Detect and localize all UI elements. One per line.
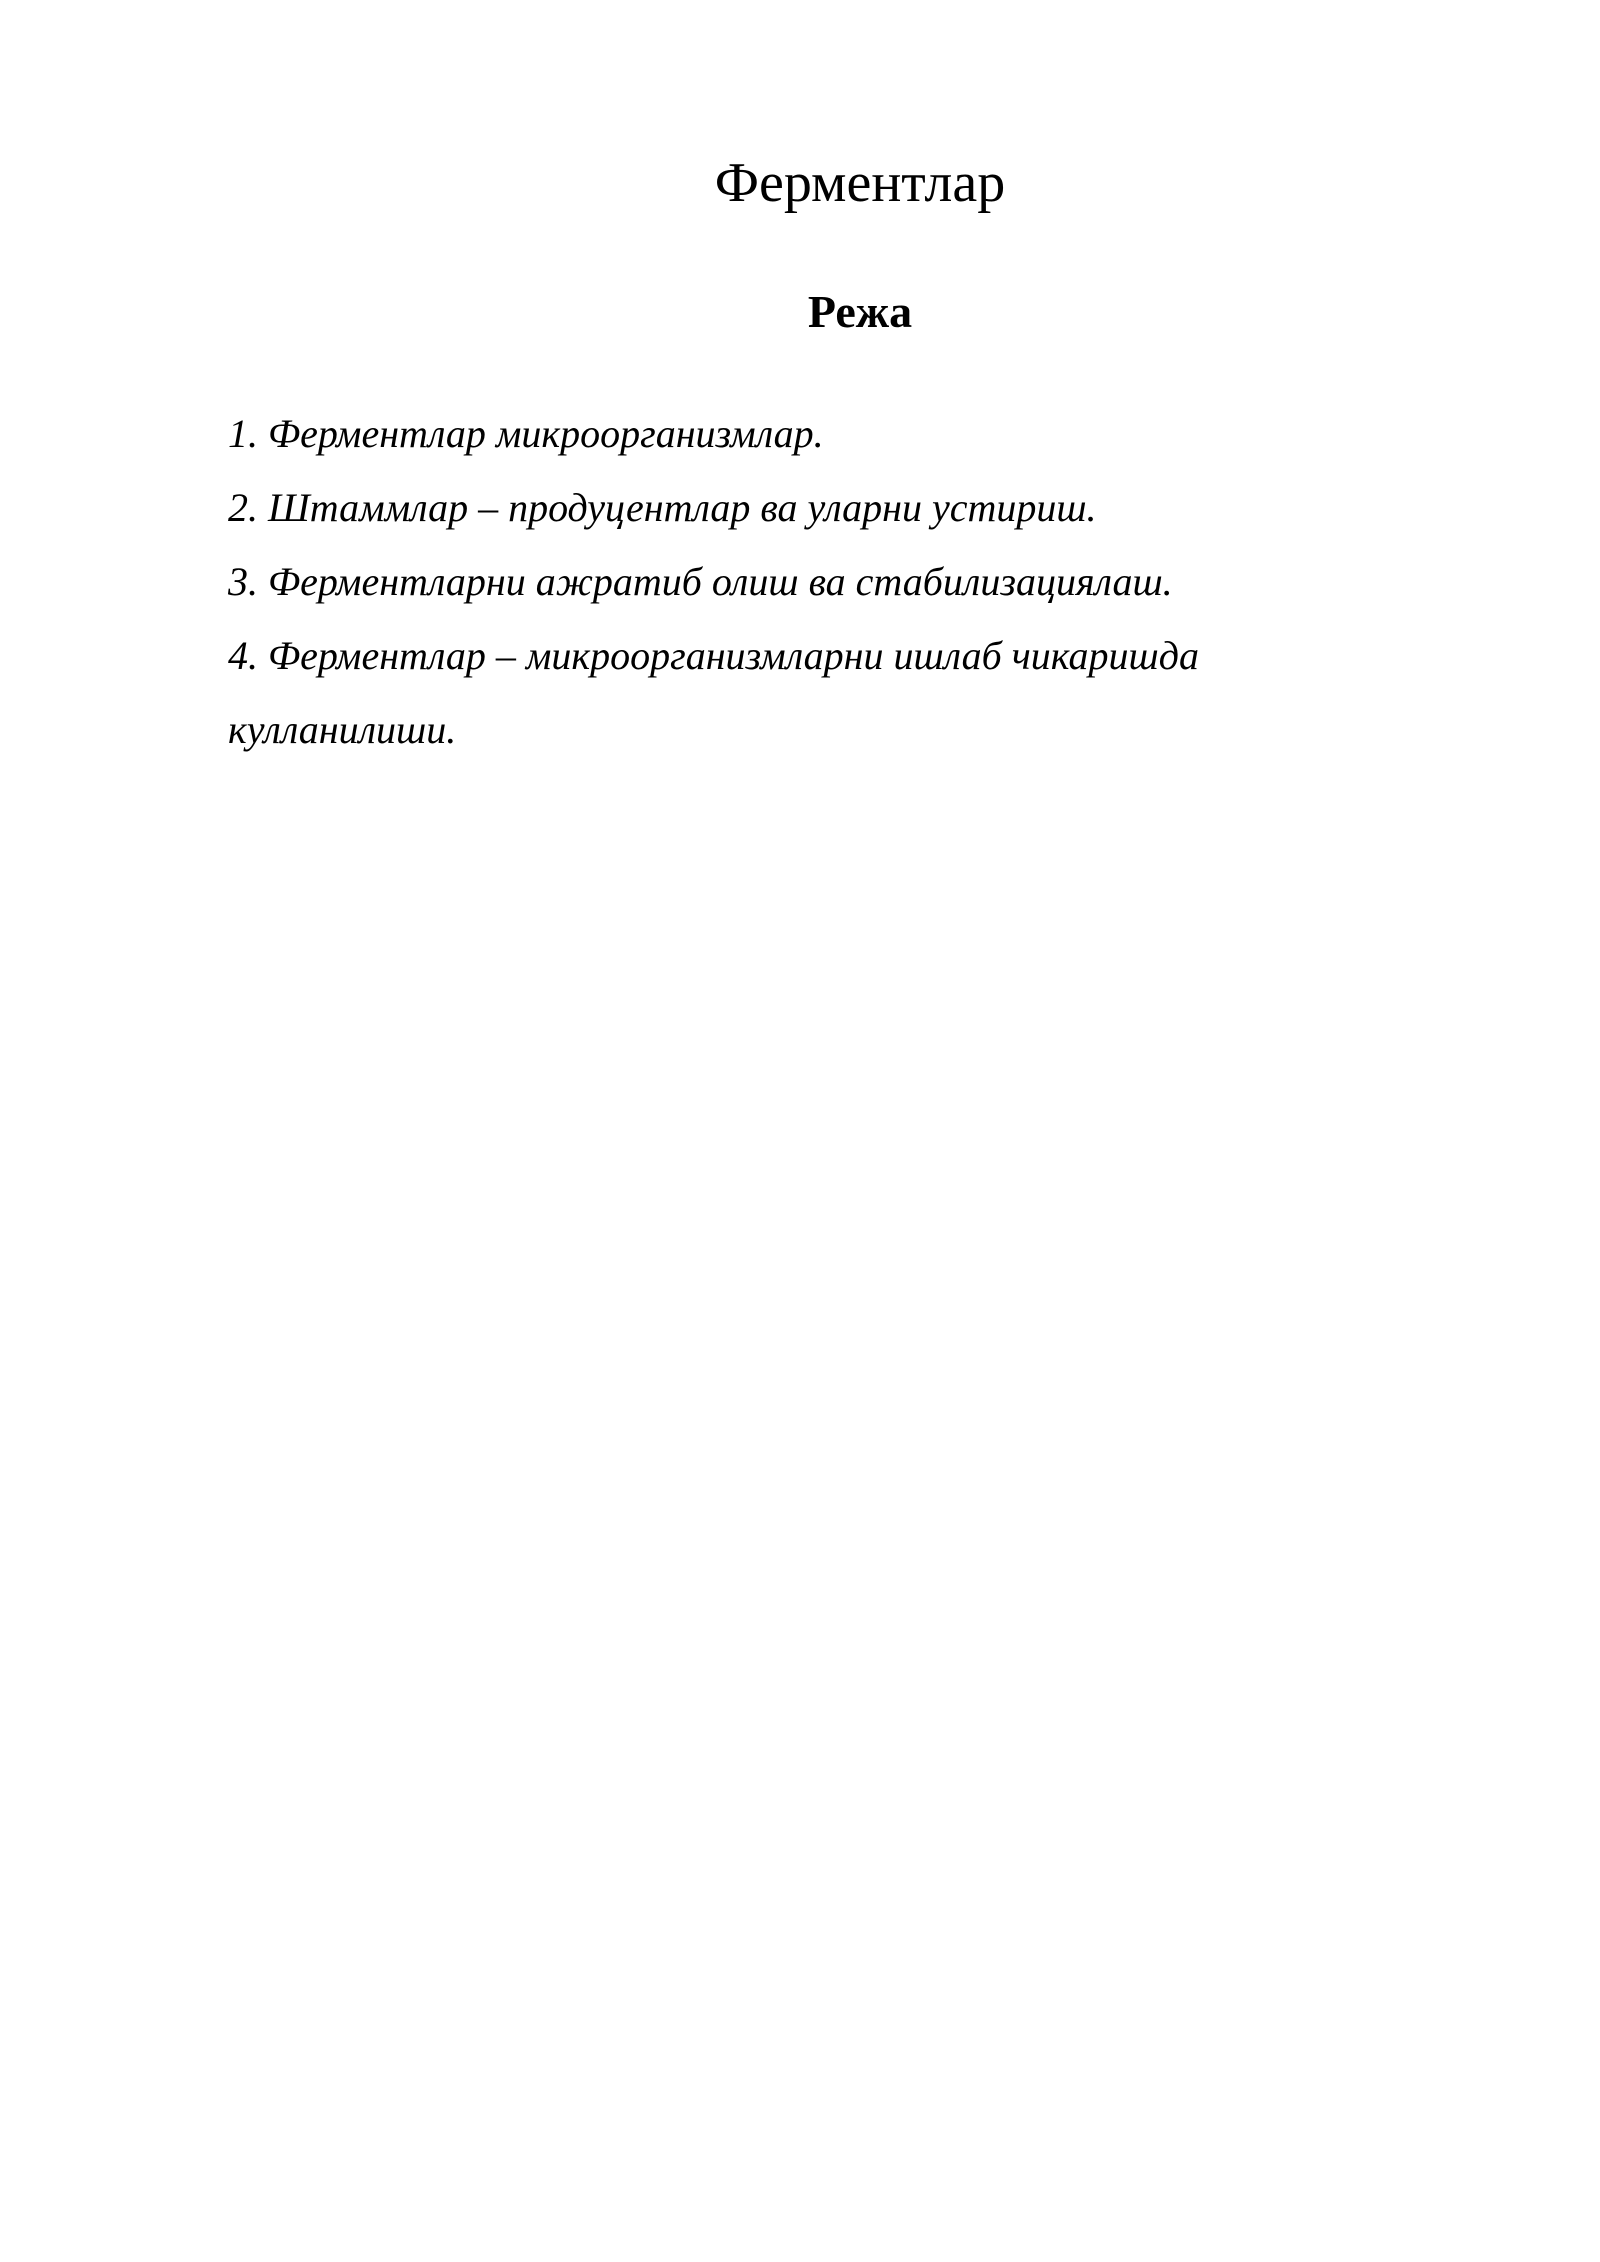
plan-heading: Режа	[807, 286, 913, 337]
page-title: Ферментлар	[714, 152, 1006, 214]
plan-item: 2. Штаммлар – продуцентлар ва уларни устириш.	[228, 485, 1097, 530]
plan-item: 1. Ферментлар микроорганизмлар.	[228, 411, 824, 456]
plan-list	[228, 397, 1368, 767]
plan-item: 3. Ферментларни ажратиб олиш ва стабилизациялаш.	[228, 559, 1173, 604]
plan-item: 4. Ферментлар – микроорганизмларни ишлаб чикаришда кулланилиши.	[228, 633, 1199, 752]
